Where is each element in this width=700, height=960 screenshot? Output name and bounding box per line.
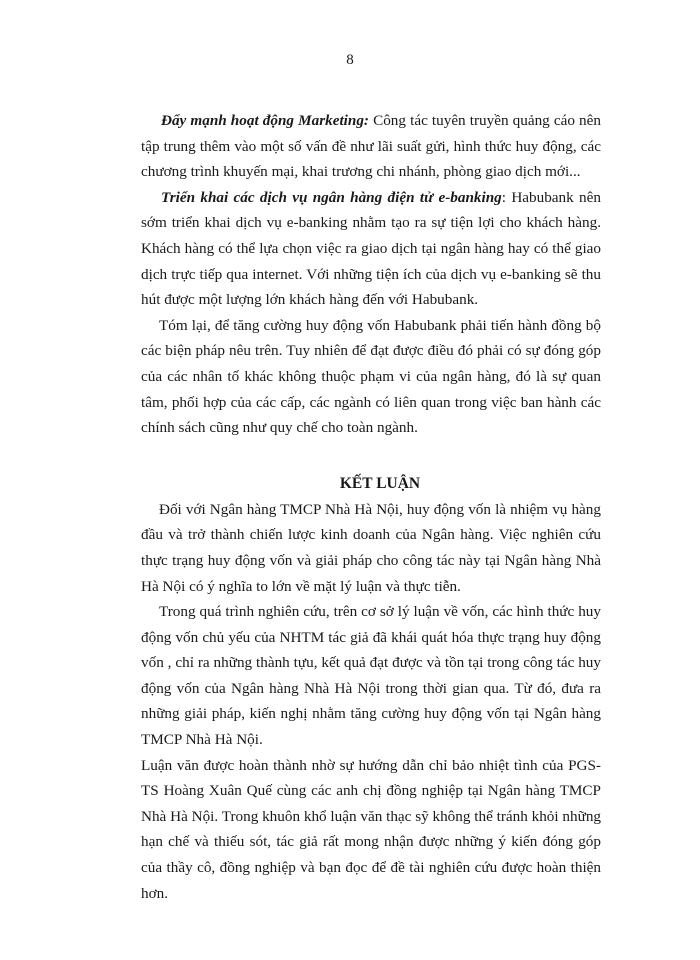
conclusion-paragraph-1: Đối với Ngân hàng TMCP Nhà Hà Nội, huy động vốn là nhiệm vụ hàng đầu và trở thành chiến lược kinh doanh của Ngân hàng. Việc nghiên cứu thực trạng huy động vốn và giải pháp cho công tác này tại Ngân hàng Nhà Hà Nội có ý nghĩa to lớn về mặt lý luận và thực tiễn. — [141, 500, 601, 595]
paragraph-marketing-title: Đẩy mạnh hoạt động Marketing: — [161, 112, 369, 129]
paragraph-summary: Tóm lại, để tăng cường huy động vốn Habubank phải tiến hành đồng bộ các biện pháp nêu trên. Tuy nhiên để đạt được điều đó phải có sự đóng góp của các nhân tố khác không thuộc phạm vi của ngân hàng, đó là sự quan tâm, phối hợp của các cấp, các ngành có liên quan trong việc ban hành các chính sách cũng như quy chế cho toàn ngành. — [141, 316, 601, 437]
page-number: 8 — [346, 52, 354, 68]
section-gap — [141, 441, 601, 471]
conclusion-paragraph-2: Trong quá trình nghiên cứu, trên cơ sở lý luận về vốn, các hình thức huy động vốn chủ yếu của NHTM tác giả đã khái quát hóa thực trạng huy động vốn , chỉ ra những thành tựu, kết quả đạt được và tồn tại trong công tác huy động vốn của Ngân hàng Nhà Hà Nội trong thời gian qua. Từ đó, đưa ra những giải pháp, kiến nghị nhằm tăng cường huy động vốn tại Ngân hàng TMCP Nhà Hà Nội. — [141, 603, 601, 749]
paragraph-ebanking-title: Triển khai các dịch vụ ngân hàng điện tử e-banking — [161, 188, 502, 206]
page-body — [141, 108, 601, 906]
conclusion-paragraph-3: Luận văn được hoàn thành nhờ sự hướng dẫn chỉ bảo nhiệt tình của PGS-TS Hoàng Xuân Quế cùng các anh chị đồng nghiệp tại Ngân hàng TMCP Nhà Hà Nội. Trong khuôn khổ luận văn thạc sỹ không thể tránh khỏi những hạn chế và thiếu sót, tác giả rất mong nhận được những ý kiến đóng góp của thầy cô, đồng nghiệp và bạn đọc để đề tài nghiên cứu được hoàn thiện hơn. — [141, 756, 602, 902]
paragraph-marketing — [141, 108, 601, 185]
conclusion-heading: KẾT LUẬN — [339, 474, 421, 492]
paragraph-ebanking-text: : Habubank nên sớm triển khai dịch vụ e-banking nhằm tạo ra sự tiện lợi cho khách hàng. Khách hàng có thể lựa chọn việc ra giao dịch tại ngân hàng hay có thể giao dịch trực tiếp qua internet. Với những tiện ích của dịch vụ e-banking sẽ thu hút được một lượng lớn khách hàng đến với Habubank. — [141, 188, 601, 309]
paragraph-marketing-text: Công tác tuyên truyền quảng cáo nên tập trung thêm vào một số vấn đề như lãi suất gửi, hình thức huy động, các chương trình khuyến mại, khai trương chi nhánh, phòng giao dịch mới... — [141, 112, 601, 181]
paragraph-ebanking — [141, 185, 601, 313]
